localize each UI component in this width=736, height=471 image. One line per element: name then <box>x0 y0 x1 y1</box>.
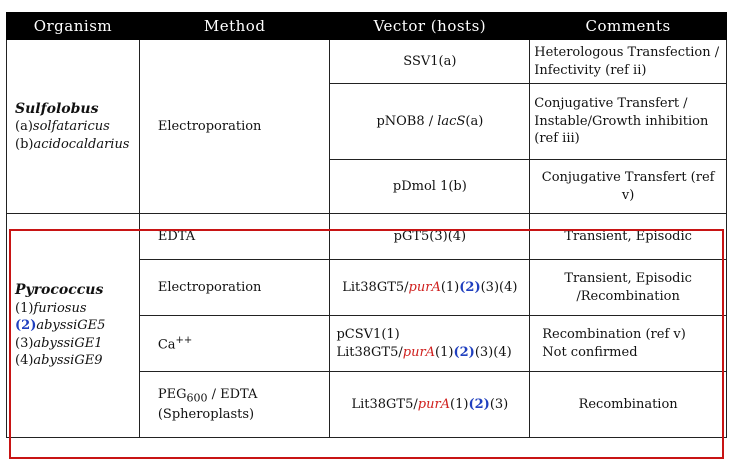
comment-cell <box>530 316 727 372</box>
organism-name: Pyrococcus <box>15 281 104 298</box>
comment-cell: Transient, Episodic <box>530 214 727 260</box>
comment-cell: Conjugative Transfert / Instable/Growth inhibition (ref iii) <box>530 84 727 160</box>
host-text: (3) <box>489 396 509 412</box>
vector-text: Lit38GT5/ <box>336 344 403 360</box>
method-cell <box>139 316 330 372</box>
vector-text: Lit38GT5/ <box>351 396 418 412</box>
methods-table-frame <box>6 12 727 462</box>
strain-prefix: (2) <box>15 318 37 334</box>
host-text: (1) <box>435 344 454 360</box>
strain-line <box>15 317 135 335</box>
strain-name: abyssiGE5 <box>36 318 106 334</box>
header-method: Method <box>139 13 330 40</box>
strain-prefix: (1) <box>15 300 34 316</box>
strain-name: furiosus <box>33 300 87 316</box>
table-row <box>7 40 727 84</box>
strain-line <box>15 300 135 318</box>
gene-name: purA <box>402 344 436 360</box>
method-text: (Spheroplasts) <box>157 406 255 422</box>
organism-name: Sulfolobus <box>15 100 99 117</box>
vector-cell <box>330 316 530 372</box>
host-text: (1) <box>450 396 469 412</box>
strain-prefix: (3) <box>15 335 34 351</box>
comment-text: Recombination (ref v) <box>542 326 686 342</box>
strain-name: solfataricus <box>32 119 110 135</box>
host-text: (3)(4) <box>480 279 518 295</box>
strain-line <box>15 335 135 353</box>
comment-cell: Heterologous Transfection / Infectivity (ref ii) <box>530 40 727 84</box>
header-row <box>7 13 727 40</box>
method-text: PEG <box>157 386 187 402</box>
gene-name: purA <box>408 279 441 295</box>
comment-cell: Transient, Episodic /Recombination <box>530 260 727 316</box>
host-text: (2) <box>468 396 490 412</box>
vector-text: pCSV1(1) <box>336 326 400 342</box>
comment-text: Not confirmed <box>542 344 638 360</box>
method-cell: EDTA <box>139 214 330 260</box>
host-text: (a) <box>465 113 484 129</box>
method-superscript: ++ <box>175 334 193 346</box>
strain-name: acidocaldarius <box>33 136 130 152</box>
strain-name: abyssiGE1 <box>33 335 103 351</box>
organism-sulfolobus <box>7 40 140 214</box>
strain-prefix: (a) <box>15 119 33 135</box>
comment-cell: Recombination <box>530 372 727 438</box>
method-text: Ca <box>157 336 176 352</box>
strain-prefix: (4) <box>15 353 34 369</box>
organism-pyrococcus <box>7 214 140 438</box>
vector-cell: pGT5(3)(4) <box>330 214 530 260</box>
vector-line <box>336 344 525 362</box>
vector-text: Lit38GT5/ <box>342 279 409 295</box>
gene-name: lacS <box>437 113 466 129</box>
host-text: (2) <box>453 344 475 360</box>
gene-name: purA <box>417 396 451 412</box>
host-text: (3)(4) <box>474 344 512 360</box>
method-cell: Electroporation <box>139 260 330 316</box>
host-text: (2) <box>459 279 481 295</box>
vector-cell: pDmol 1(b) <box>330 160 530 214</box>
strain-prefix: (b) <box>15 136 34 152</box>
header-comments: Comments <box>530 13 727 40</box>
methods-table <box>6 12 727 438</box>
host-text: (1) <box>440 279 460 295</box>
strain-line <box>15 352 135 370</box>
comment-cell: Conjugative Transfert (ref v) <box>530 160 727 214</box>
strain-line <box>15 136 135 154</box>
table-row <box>7 214 727 260</box>
vector-cell <box>330 84 530 160</box>
strain-name: abyssiGE9 <box>33 353 103 369</box>
strain-line <box>15 118 135 136</box>
method-cell <box>139 372 330 438</box>
method-cell: Electroporation <box>139 40 330 214</box>
method-subscript: 600 <box>186 391 208 405</box>
vector-cell <box>330 260 530 316</box>
vector-text: pNOB8 / <box>376 113 438 129</box>
header-organism: Organism <box>7 13 140 40</box>
method-text: / EDTA <box>207 386 258 402</box>
header-vector: Vector (hosts) <box>330 13 530 40</box>
vector-cell <box>330 372 530 438</box>
vector-cell: SSV1(a) <box>330 40 530 84</box>
